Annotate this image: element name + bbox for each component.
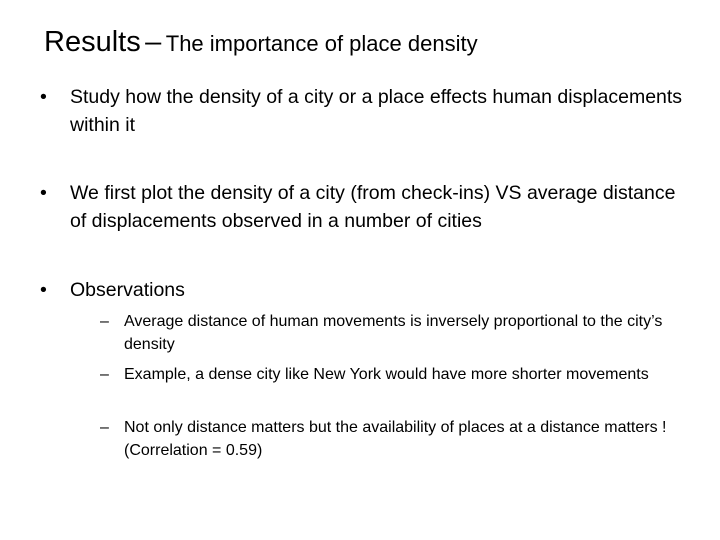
slide-title (44, 22, 704, 67)
sub-bullet-marker: – (100, 366, 109, 383)
bullet-marker: • (40, 279, 47, 301)
sub-bullet-text: Not only distance matters but the availability of places at a distance matters ! (Correlation = 0.59) (124, 419, 667, 459)
sub-bullet-marker: – (100, 313, 109, 330)
bullet-text: Study how the density of a city or a place effects human displacements within it (70, 86, 683, 136)
sub-bullet-text: Example, a dense city like New York would have more shorter movements (124, 366, 649, 383)
sub-bullet-marker: – (100, 419, 109, 436)
bullet-text: We first plot the density of a city (from check-ins) VS average distance of displacements observed in a number of cities (70, 182, 676, 232)
bullet-item (40, 83, 690, 139)
title-main: Results (44, 26, 141, 58)
bullet-item (40, 276, 690, 304)
bullet-text: Observations (70, 279, 185, 301)
title-subtitle: The importance of place density (165, 31, 478, 56)
sub-bullet-item (100, 310, 690, 356)
bullet-marker: • (40, 86, 47, 108)
bullet-item (40, 179, 690, 235)
sub-bullet-item (100, 416, 690, 462)
sub-bullet-item (100, 363, 690, 386)
sub-bullet-text: Average distance of human movements is inversely proportional to the city’s density (124, 313, 663, 353)
bullet-marker: • (40, 182, 47, 204)
title-dash: – (145, 26, 162, 58)
